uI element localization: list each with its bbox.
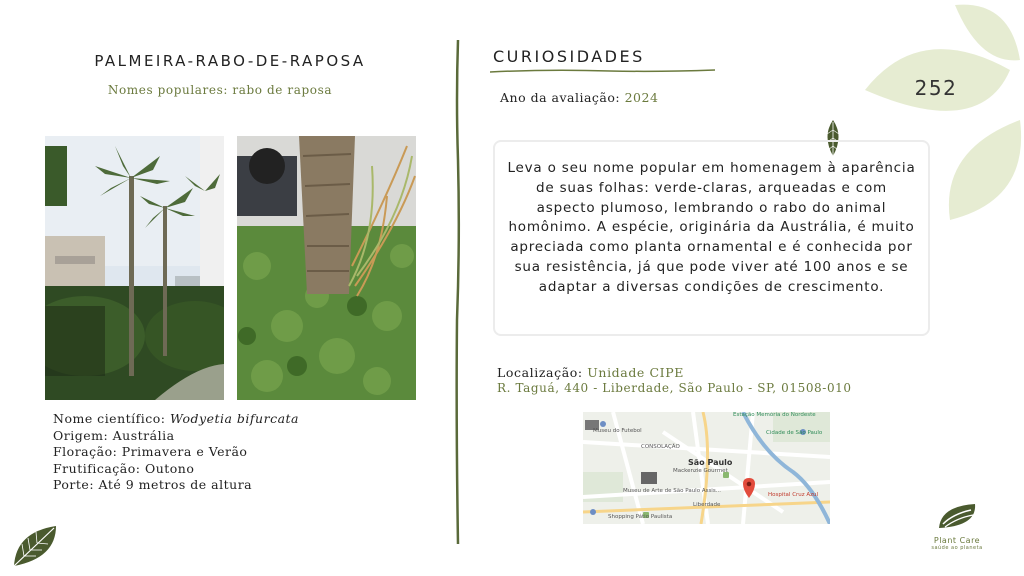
scientific-label: Nome científico: bbox=[53, 411, 170, 426]
map-label-consolacao: CONSOLAÇÃO bbox=[641, 444, 680, 450]
location-label: Localização: bbox=[497, 365, 588, 380]
fruiting: Frutificação: Outono bbox=[53, 460, 195, 476]
map-label-estacao: Estação Memória do Nordeste bbox=[733, 412, 816, 418]
map-label-cidade: Cidade de São Paulo bbox=[766, 430, 823, 436]
location-map[interactable] bbox=[583, 412, 830, 524]
plant-photo-1 bbox=[45, 136, 224, 400]
map-label-shopping: Shopping Pátio Paulista bbox=[608, 514, 673, 520]
plant-care-logo-icon bbox=[931, 500, 983, 532]
map-label-hospital: Hospital Cruz Azul bbox=[768, 492, 819, 498]
year-value: 2024 bbox=[624, 90, 659, 105]
origin: Origem: Austrália bbox=[53, 427, 175, 443]
plant-title: PALMEIRA-RABO-DE-RAPOSA bbox=[94, 52, 366, 70]
leaf-decoration-icon bbox=[10, 522, 62, 570]
vertical-divider bbox=[454, 40, 462, 544]
scientific-name: Wodyetia bifurcata bbox=[170, 411, 300, 426]
year-label: Ano da avaliação: bbox=[500, 90, 625, 105]
curiosity-text: Leva o seu nome popular em homenagem à aparência de suas folhas: verde-claras, arqueadas e com aspecto plumoso, lembrando o rabo do animal homônimo. A espécie, originária da Austrália, é muito apreciada como planta ornamental e é conhecida por sua resistência, já que pode viver até 100 anos e se adaptar a diversas condições de crescimento. bbox=[507, 160, 916, 295]
plant-info bbox=[53, 411, 299, 494]
address: R. Taguá, 440 - Liberdade, São Paulo - SP, 01508-010 bbox=[497, 381, 852, 395]
brand-name: Plant Care bbox=[933, 536, 981, 545]
map-label-masp: Museu de Arte de São Paulo Assis... bbox=[623, 488, 721, 494]
brand-logo bbox=[922, 500, 992, 551]
leaf-cluster-icon bbox=[860, 0, 1024, 225]
flowering: Floração: Primavera e Verão bbox=[53, 444, 248, 459]
plant-photo-2 bbox=[237, 136, 416, 400]
curiosities-title: CURIOSIDADES bbox=[493, 47, 645, 66]
map-city-label: São Paulo bbox=[688, 458, 733, 467]
map-label-museu-futebol: Museu do Futebol bbox=[593, 428, 642, 434]
map-label-liberdade: Liberdade bbox=[693, 502, 721, 508]
location-unit: Unidade CIPE bbox=[587, 365, 684, 380]
location bbox=[497, 364, 684, 381]
map-label-mackenzie: Mackenzie Gourmet bbox=[673, 468, 728, 474]
title-underline bbox=[490, 68, 715, 74]
scientific-name-row bbox=[53, 411, 299, 428]
evaluation-year bbox=[500, 90, 658, 105]
brand-tagline: saúde ao planeta bbox=[931, 545, 983, 551]
size: Porte: Até 9 metros de altura bbox=[53, 477, 253, 492]
popular-names: Nomes populares: rabo de raposa bbox=[107, 83, 333, 97]
page-number: 252 bbox=[914, 76, 958, 100]
